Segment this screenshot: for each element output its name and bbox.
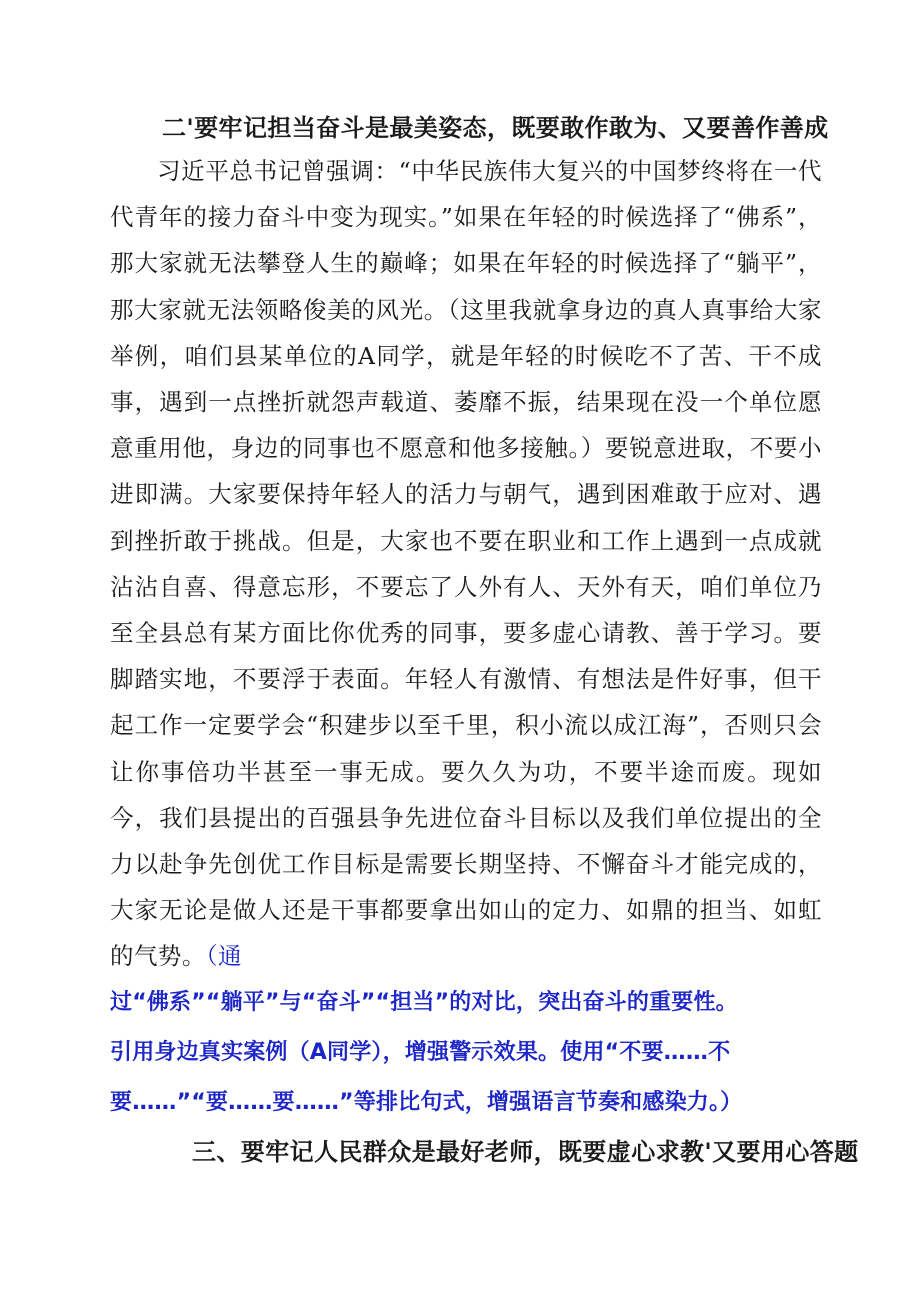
annotation-block [110, 980, 822, 1126]
annotation-line: 要……”“要……要……”等排比句式，增强语言节奏和感染力。） [110, 1089, 743, 1115]
annotation-line: 引用身边真实案例（A同学），增强警示效果。使用“不要……不 [110, 1039, 731, 1065]
body-paragraph [110, 148, 822, 980]
annotation-line: 过“佛系”“躺平”与“奋斗”“担当”的对比，突出奋斗的重要性。 [110, 989, 738, 1015]
document-page [110, 108, 859, 1172]
section-heading-two: 二'要牢记担当奋斗是最美姿态，既要敢作敢为、又要善作善成 [162, 114, 829, 142]
body-text: 习近平总书记曾强调：“中华民族伟大复兴的中国梦终将在一代代青年的接力奋斗中变为现实。”如果在年轻的时候选择了“佛系”，那大家就无法攀登人生的巅峰；如果在年轻的时候选择了“躺平”，那大家就无法领略俊美的风光。（这里我就拿身边的真人真事给大家举例，咱们县某单位的A同学，就是年轻的时候吃不了苦、干不成事，遇到一点挫折就怨声载道、萎靡不振，结果现在没一个单位愿意重用他，身边的同事也不愿意和他多接触。）要锐意进取，不要小进即满。大家要保持年轻人的活力与朝气，遇到困难敢于应对、遇到挫折敢于挑战。但是，大家也不要在职业和工作上遇到一点成就沾沾自喜、得意忘形，不要忘了人外有人、天外有天，咱们单位乃至全县总有某方面比你优秀的同事，要多虚心请教、善于学习。要脚踏实地，不要浮于表面。年轻人有激情、有想法是件好事，但干起工作一定要学会“积建步以至千里，积小流以成江海”，否则只会让你事倍功半甚至一事无成。要久久为功，不要半途而废。现如今，我们县提出的百强县争先进位奋斗目标以及我们单位提出的全力以赴争先创优工作目标是需要长期坚持、不懈奋斗才能完成的，大家无论是做人还是干事都要拿出如山的定力、如鼎的担当、如虹的气势。 [110, 157, 822, 971]
section-heading-three: 三、要牢记人民群众是最好老师，既要虚心求教'又要用心答题 [192, 1137, 859, 1166]
annotation-start: （通 [205, 942, 242, 971]
